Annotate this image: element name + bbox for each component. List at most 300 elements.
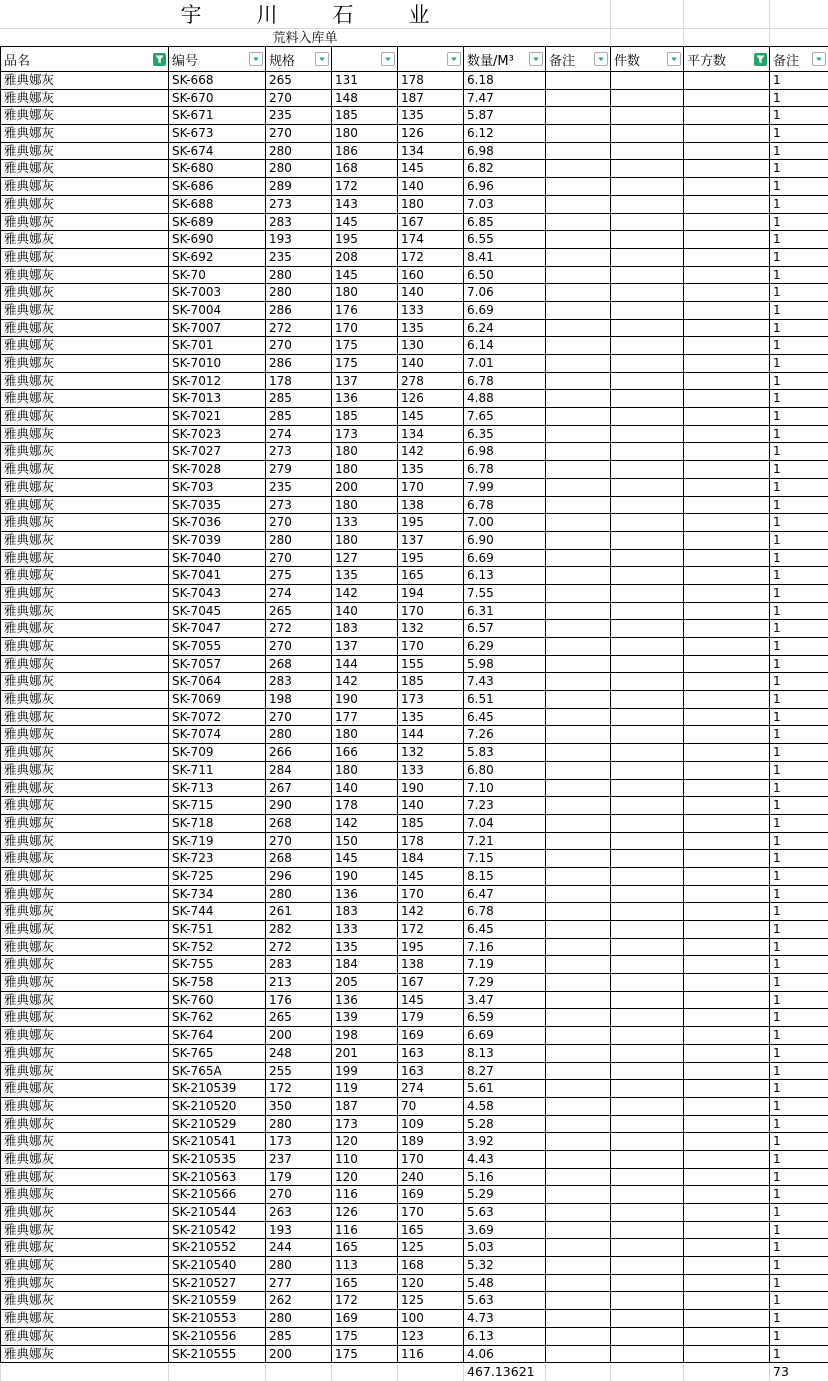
cell-remark-2[interactable]: 1 (770, 1239, 828, 1257)
cell-spec-length[interactable]: 255 (266, 1063, 332, 1081)
cell-spec-width[interactable]: 184 (332, 956, 398, 974)
cell-spec-width[interactable]: 175 (332, 355, 398, 373)
cell-quantity[interactable]: 5.87 (464, 107, 546, 125)
cell-spec-height[interactable]: 178 (398, 833, 464, 851)
cell-code[interactable]: SK-210520 (169, 1098, 266, 1116)
cell-spec-height[interactable]: 140 (398, 284, 464, 302)
cell-remark[interactable] (546, 726, 611, 744)
cell-pieces[interactable] (611, 638, 684, 656)
cell-pieces[interactable] (611, 479, 684, 497)
cell-code[interactable]: SK-210535 (169, 1151, 266, 1169)
cell-remark-2[interactable]: 1 (770, 178, 828, 196)
cell-spec-height[interactable]: 190 (398, 780, 464, 798)
total-empty-cell[interactable] (169, 1363, 266, 1381)
cell-square-meters[interactable] (684, 921, 770, 939)
cell-square-meters[interactable] (684, 744, 770, 762)
cell-remark-2[interactable]: 1 (770, 143, 828, 161)
cell-pieces[interactable] (611, 726, 684, 744)
cell-spec-height[interactable]: 185 (398, 673, 464, 691)
cell-quantity[interactable]: 6.96 (464, 178, 546, 196)
cell-quantity[interactable]: 7.19 (464, 956, 546, 974)
column-header-pieces[interactable] (611, 47, 684, 72)
cell-spec-height[interactable]: 125 (398, 1292, 464, 1310)
cell-code[interactable]: SK-7057 (169, 656, 266, 674)
cell-square-meters[interactable] (684, 373, 770, 391)
cell-product-name[interactable]: 雅典娜灰 (1, 1027, 169, 1045)
cell-pieces[interactable] (611, 302, 684, 320)
cell-pieces[interactable] (611, 903, 684, 921)
cell-product-name[interactable]: 雅典娜灰 (1, 1045, 169, 1063)
cell-spec-height[interactable]: 169 (398, 1186, 464, 1204)
cell-spec-height[interactable]: 142 (398, 903, 464, 921)
cell-square-meters[interactable] (684, 72, 770, 90)
cell-code[interactable]: SK-210559 (169, 1292, 266, 1310)
cell-remark-2[interactable]: 1 (770, 726, 828, 744)
cell-spec-width[interactable]: 113 (332, 1257, 398, 1275)
cell-pieces[interactable] (611, 815, 684, 833)
cell-code[interactable]: SK-690 (169, 231, 266, 249)
cell-code[interactable]: SK-7028 (169, 461, 266, 479)
cell-square-meters[interactable] (684, 1328, 770, 1346)
cell-square-meters[interactable] (684, 1346, 770, 1364)
cell-spec-width[interactable]: 127 (332, 550, 398, 568)
cell-quantity[interactable]: 7.00 (464, 514, 546, 532)
cell-pieces[interactable] (611, 762, 684, 780)
cell-spec-height[interactable]: 142 (398, 443, 464, 461)
cell-product-name[interactable]: 雅典娜灰 (1, 107, 169, 125)
cell-square-meters[interactable] (684, 903, 770, 921)
cell-quantity[interactable]: 6.13 (464, 1328, 546, 1346)
cell-spec-width[interactable]: 135 (332, 939, 398, 957)
cell-square-meters[interactable] (684, 815, 770, 833)
cell-remark-2[interactable]: 1 (770, 1292, 828, 1310)
cell-square-meters[interactable] (684, 461, 770, 479)
cell-square-meters[interactable] (684, 178, 770, 196)
cell-remark[interactable] (546, 514, 611, 532)
cell-code[interactable]: SK-210566 (169, 1186, 266, 1204)
cell-remark[interactable] (546, 1275, 611, 1293)
cell-quantity[interactable]: 3.47 (464, 992, 546, 1010)
cell-remark-2[interactable]: 1 (770, 585, 828, 603)
cell-remark-2[interactable]: 1 (770, 567, 828, 585)
cell-remark-2[interactable]: 1 (770, 1045, 828, 1063)
cell-remark-2[interactable]: 1 (770, 744, 828, 762)
cell-quantity[interactable]: 6.57 (464, 620, 546, 638)
cell-spec-width[interactable]: 205 (332, 974, 398, 992)
cell-product-name[interactable]: 雅典娜灰 (1, 1063, 169, 1081)
column-header-quantity[interactable] (464, 47, 546, 72)
cell-spec-length[interactable]: 280 (266, 886, 332, 904)
cell-spec-height[interactable]: 240 (398, 1169, 464, 1187)
cell-spec-length[interactable]: 262 (266, 1292, 332, 1310)
cell-product-name[interactable]: 雅典娜灰 (1, 1009, 169, 1027)
cell-pieces[interactable] (611, 921, 684, 939)
column-header-remark-2[interactable] (770, 47, 828, 72)
cell-square-meters[interactable] (684, 426, 770, 444)
cell-spec-length[interactable]: 248 (266, 1045, 332, 1063)
cell-spec-height[interactable]: 123 (398, 1328, 464, 1346)
cell-spec-width[interactable]: 175 (332, 1328, 398, 1346)
cell-spec-height[interactable]: 170 (398, 638, 464, 656)
cell-spec-height[interactable]: 134 (398, 143, 464, 161)
cell-product-name[interactable]: 雅典娜灰 (1, 497, 169, 515)
cell-spec-width[interactable]: 186 (332, 143, 398, 161)
cell-remark[interactable] (546, 125, 611, 143)
cell-pieces[interactable] (611, 90, 684, 108)
cell-spec-height[interactable]: 168 (398, 1257, 464, 1275)
cell-quantity[interactable]: 5.03 (464, 1239, 546, 1257)
cell-spec-length[interactable]: 270 (266, 709, 332, 727)
cell-spec-length[interactable]: 273 (266, 196, 332, 214)
cell-remark-2[interactable]: 1 (770, 1328, 828, 1346)
cell-spec-length[interactable]: 268 (266, 850, 332, 868)
cell-code[interactable]: SK-762 (169, 1009, 266, 1027)
empty-cell[interactable] (769, 0, 828, 28)
cell-code[interactable]: SK-758 (169, 974, 266, 992)
cell-square-meters[interactable] (684, 1169, 770, 1187)
cell-product-name[interactable]: 雅典娜灰 (1, 231, 169, 249)
cell-product-name[interactable]: 雅典娜灰 (1, 638, 169, 656)
cell-code[interactable]: SK-692 (169, 249, 266, 267)
cell-spec-length[interactable]: 289 (266, 178, 332, 196)
cell-code[interactable]: SK-689 (169, 214, 266, 232)
cell-remark[interactable] (546, 302, 611, 320)
cell-spec-width[interactable]: 173 (332, 1116, 398, 1134)
cell-product-name[interactable]: 雅典娜灰 (1, 72, 169, 90)
cell-spec-height[interactable]: 184 (398, 850, 464, 868)
cell-code[interactable]: SK-752 (169, 939, 266, 957)
cell-product-name[interactable]: 雅典娜灰 (1, 1239, 169, 1257)
cell-code[interactable]: SK-210556 (169, 1328, 266, 1346)
cell-square-meters[interactable] (684, 1204, 770, 1222)
cell-spec-length[interactable]: 280 (266, 532, 332, 550)
cell-quantity[interactable]: 6.13 (464, 567, 546, 585)
cell-quantity[interactable]: 3.69 (464, 1222, 546, 1240)
cell-spec-length[interactable]: 176 (266, 992, 332, 1010)
cell-quantity[interactable]: 7.03 (464, 196, 546, 214)
cell-quantity[interactable]: 5.61 (464, 1080, 546, 1098)
cell-code[interactable]: SK-755 (169, 956, 266, 974)
cell-remark-2[interactable]: 1 (770, 337, 828, 355)
cell-quantity[interactable]: 7.15 (464, 850, 546, 868)
cell-product-name[interactable]: 雅典娜灰 (1, 337, 169, 355)
cell-quantity[interactable]: 6.47 (464, 886, 546, 904)
cell-square-meters[interactable] (684, 1009, 770, 1027)
cell-spec-width[interactable]: 187 (332, 1098, 398, 1116)
cell-product-name[interactable]: 雅典娜灰 (1, 673, 169, 691)
cell-pieces[interactable] (611, 1239, 684, 1257)
cell-quantity[interactable]: 5.16 (464, 1169, 546, 1187)
cell-remark-2[interactable]: 1 (770, 267, 828, 285)
cell-quantity[interactable]: 6.98 (464, 443, 546, 461)
cell-spec-width[interactable]: 185 (332, 107, 398, 125)
cell-remark[interactable] (546, 107, 611, 125)
cell-spec-height[interactable]: 132 (398, 620, 464, 638)
cell-spec-width[interactable]: 165 (332, 1239, 398, 1257)
cell-pieces[interactable] (611, 497, 684, 515)
cell-spec-length[interactable]: 280 (266, 726, 332, 744)
cell-remark[interactable] (546, 461, 611, 479)
cell-spec-length[interactable]: 275 (266, 567, 332, 585)
cell-spec-width[interactable]: 140 (332, 603, 398, 621)
cell-remark[interactable] (546, 886, 611, 904)
cell-code[interactable]: SK-7047 (169, 620, 266, 638)
cell-remark-2[interactable]: 1 (770, 673, 828, 691)
cell-code[interactable]: SK-703 (169, 479, 266, 497)
cell-pieces[interactable] (611, 373, 684, 391)
cell-product-name[interactable]: 雅典娜灰 (1, 603, 169, 621)
cell-square-meters[interactable] (684, 408, 770, 426)
cell-remark-2[interactable]: 1 (770, 833, 828, 851)
cell-code[interactable]: SK-709 (169, 744, 266, 762)
cell-spec-length[interactable]: 272 (266, 620, 332, 638)
cell-remark[interactable] (546, 1204, 611, 1222)
cell-code[interactable]: SK-701 (169, 337, 266, 355)
cell-remark-2[interactable]: 1 (770, 1098, 828, 1116)
cell-product-name[interactable]: 雅典娜灰 (1, 355, 169, 373)
subtitle-cell[interactable] (0, 29, 610, 46)
cell-square-meters[interactable] (684, 550, 770, 568)
cell-product-name[interactable]: 雅典娜灰 (1, 249, 169, 267)
cell-spec-width[interactable]: 176 (332, 302, 398, 320)
cell-remark-2[interactable]: 1 (770, 903, 828, 921)
cell-product-name[interactable]: 雅典娜灰 (1, 833, 169, 851)
cell-pieces[interactable] (611, 355, 684, 373)
cell-remark-2[interactable]: 1 (770, 390, 828, 408)
cell-pieces[interactable] (611, 1328, 684, 1346)
cell-spec-width[interactable]: 183 (332, 903, 398, 921)
cell-square-meters[interactable] (684, 231, 770, 249)
cell-product-name[interactable]: 雅典娜灰 (1, 921, 169, 939)
cell-code[interactable]: SK-7023 (169, 426, 266, 444)
cell-spec-length[interactable]: 274 (266, 585, 332, 603)
cell-code[interactable]: SK-210542 (169, 1222, 266, 1240)
cell-square-meters[interactable] (684, 196, 770, 214)
filter-dropdown-icon[interactable] (594, 52, 608, 66)
cell-quantity[interactable]: 7.99 (464, 479, 546, 497)
cell-square-meters[interactable] (684, 107, 770, 125)
cell-spec-height[interactable]: 125 (398, 1239, 464, 1257)
cell-quantity[interactable]: 6.90 (464, 532, 546, 550)
cell-quantity[interactable]: 6.51 (464, 691, 546, 709)
cell-code[interactable]: SK-7064 (169, 673, 266, 691)
column-header-square-meters[interactable] (684, 47, 770, 72)
cell-quantity[interactable]: 5.63 (464, 1292, 546, 1310)
cell-spec-height[interactable]: 165 (398, 567, 464, 585)
cell-remark-2[interactable]: 1 (770, 620, 828, 638)
cell-quantity[interactable]: 7.55 (464, 585, 546, 603)
cell-square-meters[interactable] (684, 302, 770, 320)
cell-square-meters[interactable] (684, 90, 770, 108)
cell-remark-2[interactable]: 1 (770, 1063, 828, 1081)
cell-product-name[interactable]: 雅典娜灰 (1, 214, 169, 232)
cell-spec-width[interactable]: 142 (332, 585, 398, 603)
cell-quantity[interactable]: 6.29 (464, 638, 546, 656)
cell-remark[interactable] (546, 337, 611, 355)
cell-spec-length[interactable]: 296 (266, 868, 332, 886)
cell-quantity[interactable]: 8.27 (464, 1063, 546, 1081)
cell-code[interactable]: SK-680 (169, 160, 266, 178)
cell-remark-2[interactable]: 1 (770, 160, 828, 178)
cell-spec-width[interactable]: 133 (332, 514, 398, 532)
cell-spec-width[interactable]: 190 (332, 868, 398, 886)
cell-code[interactable]: SK-764 (169, 1027, 266, 1045)
cell-remark[interactable] (546, 1169, 611, 1187)
cell-square-meters[interactable] (684, 1275, 770, 1293)
cell-spec-height[interactable]: 174 (398, 231, 464, 249)
cell-product-name[interactable]: 雅典娜灰 (1, 443, 169, 461)
cell-spec-width[interactable]: 172 (332, 1292, 398, 1310)
cell-spec-length[interactable]: 173 (266, 1133, 332, 1151)
cell-product-name[interactable]: 雅典娜灰 (1, 762, 169, 780)
cell-spec-height[interactable]: 189 (398, 1133, 464, 1151)
cell-spec-width[interactable]: 201 (332, 1045, 398, 1063)
cell-square-meters[interactable] (684, 656, 770, 674)
cell-quantity[interactable]: 4.73 (464, 1310, 546, 1328)
cell-remark[interactable] (546, 1063, 611, 1081)
cell-pieces[interactable] (611, 1310, 684, 1328)
cell-spec-height[interactable]: 165 (398, 1222, 464, 1240)
cell-pieces[interactable] (611, 72, 684, 90)
cell-square-meters[interactable] (684, 390, 770, 408)
cell-remark-2[interactable]: 1 (770, 1116, 828, 1134)
cell-remark-2[interactable]: 1 (770, 125, 828, 143)
cell-pieces[interactable] (611, 673, 684, 691)
cell-spec-height[interactable]: 278 (398, 373, 464, 391)
cell-square-meters[interactable] (684, 1186, 770, 1204)
cell-spec-width[interactable]: 136 (332, 992, 398, 1010)
cell-pieces[interactable] (611, 461, 684, 479)
cell-spec-height[interactable]: 173 (398, 691, 464, 709)
cell-code[interactable]: SK-718 (169, 815, 266, 833)
cell-spec-height[interactable]: 138 (398, 497, 464, 515)
cell-square-meters[interactable] (684, 1116, 770, 1134)
cell-spec-length[interactable]: 285 (266, 408, 332, 426)
cell-product-name[interactable]: 雅典娜灰 (1, 1098, 169, 1116)
cell-quantity[interactable]: 6.78 (464, 461, 546, 479)
cell-spec-width[interactable]: 180 (332, 726, 398, 744)
cell-remark-2[interactable]: 1 (770, 691, 828, 709)
cell-spec-length[interactable]: 193 (266, 1222, 332, 1240)
filter-dropdown-icon[interactable] (529, 52, 543, 66)
cell-product-name[interactable]: 雅典娜灰 (1, 1328, 169, 1346)
cell-remark[interactable] (546, 567, 611, 585)
cell-product-name[interactable]: 雅典娜灰 (1, 196, 169, 214)
cell-spec-length[interactable]: 270 (266, 90, 332, 108)
cell-square-meters[interactable] (684, 1239, 770, 1257)
cell-square-meters[interactable] (684, 337, 770, 355)
cell-pieces[interactable] (611, 107, 684, 125)
cell-code[interactable]: SK-713 (169, 780, 266, 798)
cell-quantity[interactable]: 6.31 (464, 603, 546, 621)
cell-spec-width[interactable]: 120 (332, 1133, 398, 1151)
cell-pieces[interactable] (611, 1257, 684, 1275)
cell-code[interactable]: SK-674 (169, 143, 266, 161)
cell-spec-length[interactable]: 279 (266, 461, 332, 479)
cell-quantity[interactable]: 5.63 (464, 1204, 546, 1222)
cell-spec-width[interactable]: 133 (332, 921, 398, 939)
cell-square-meters[interactable] (684, 833, 770, 851)
cell-pieces[interactable] (611, 1045, 684, 1063)
cell-spec-height[interactable]: 140 (398, 355, 464, 373)
cell-square-meters[interactable] (684, 638, 770, 656)
cell-remark-2[interactable]: 1 (770, 497, 828, 515)
cell-remark[interactable] (546, 1310, 611, 1328)
cell-spec-height[interactable]: 195 (398, 939, 464, 957)
cell-product-name[interactable]: 雅典娜灰 (1, 514, 169, 532)
cell-remark[interactable] (546, 974, 611, 992)
cell-spec-height[interactable]: 179 (398, 1009, 464, 1027)
cell-remark[interactable] (546, 178, 611, 196)
cell-spec-height[interactable]: 274 (398, 1080, 464, 1098)
cell-quantity[interactable]: 6.69 (464, 550, 546, 568)
cell-pieces[interactable] (611, 426, 684, 444)
cell-quantity[interactable]: 7.21 (464, 833, 546, 851)
cell-pieces[interactable] (611, 178, 684, 196)
cell-remark[interactable] (546, 320, 611, 338)
cell-remark[interactable] (546, 72, 611, 90)
cell-remark[interactable] (546, 921, 611, 939)
cell-quantity[interactable]: 6.45 (464, 921, 546, 939)
cell-spec-length[interactable]: 280 (266, 284, 332, 302)
empty-cell[interactable] (769, 29, 828, 46)
cell-remark-2[interactable]: 1 (770, 443, 828, 461)
cell-square-meters[interactable] (684, 780, 770, 798)
cell-square-meters[interactable] (684, 691, 770, 709)
cell-pieces[interactable] (611, 850, 684, 868)
cell-remark-2[interactable]: 1 (770, 886, 828, 904)
cell-quantity[interactable]: 7.65 (464, 408, 546, 426)
cell-spec-length[interactable]: 213 (266, 974, 332, 992)
cell-spec-height[interactable]: 172 (398, 921, 464, 939)
cell-remark-2[interactable]: 1 (770, 921, 828, 939)
cell-product-name[interactable]: 雅典娜灰 (1, 1310, 169, 1328)
cell-quantity[interactable]: 7.26 (464, 726, 546, 744)
cell-quantity[interactable]: 4.43 (464, 1151, 546, 1169)
cell-code[interactable]: SK-670 (169, 90, 266, 108)
cell-remark-2[interactable]: 1 (770, 479, 828, 497)
cell-spec-length[interactable]: 283 (266, 214, 332, 232)
cell-remark-2[interactable]: 1 (770, 214, 828, 232)
cell-product-name[interactable]: 雅典娜灰 (1, 408, 169, 426)
cell-spec-width[interactable]: 180 (332, 461, 398, 479)
total-empty-cell[interactable] (684, 1363, 770, 1381)
cell-square-meters[interactable] (684, 1063, 770, 1081)
filter-dropdown-icon[interactable] (447, 52, 461, 66)
cell-spec-width[interactable]: 200 (332, 479, 398, 497)
cell-spec-length[interactable]: 280 (266, 160, 332, 178)
cell-code[interactable]: SK-723 (169, 850, 266, 868)
cell-spec-width[interactable]: 126 (332, 1204, 398, 1222)
cell-code[interactable]: SK-7013 (169, 390, 266, 408)
cell-spec-width[interactable]: 148 (332, 90, 398, 108)
cell-code[interactable]: SK-210541 (169, 1133, 266, 1151)
cell-pieces[interactable] (611, 1204, 684, 1222)
cell-product-name[interactable]: 雅典娜灰 (1, 390, 169, 408)
cell-spec-height[interactable]: 167 (398, 214, 464, 232)
cell-spec-width[interactable]: 119 (332, 1080, 398, 1098)
cell-pieces[interactable] (611, 603, 684, 621)
cell-spec-height[interactable]: 163 (398, 1063, 464, 1081)
cell-square-meters[interactable] (684, 1045, 770, 1063)
cell-pieces[interactable] (611, 992, 684, 1010)
cell-spec-width[interactable]: 180 (332, 762, 398, 780)
cell-spec-length[interactable]: 280 (266, 1257, 332, 1275)
cell-remark[interactable] (546, 762, 611, 780)
cell-code[interactable]: SK-210540 (169, 1257, 266, 1275)
cell-quantity[interactable]: 4.06 (464, 1346, 546, 1364)
cell-product-name[interactable]: 雅典娜灰 (1, 178, 169, 196)
